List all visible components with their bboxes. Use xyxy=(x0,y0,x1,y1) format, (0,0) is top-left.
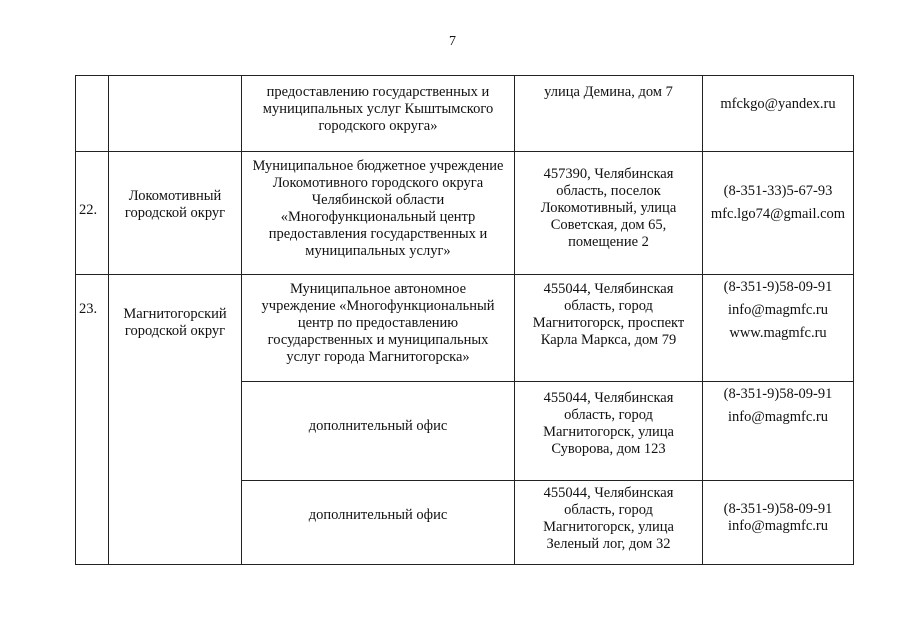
municipality-cell xyxy=(109,152,242,275)
address-line: область, город xyxy=(564,407,653,423)
org-line: дополнительный офис xyxy=(308,507,448,523)
email-text: info@magmfc.ru xyxy=(728,518,828,534)
contact-cell xyxy=(703,76,854,152)
org-line: услуг города Магнитогорска» xyxy=(286,349,470,365)
address-line: 455044, Челябинская xyxy=(543,485,674,501)
email-text: mfc.lgo74@gmail.com xyxy=(710,206,846,222)
email-text: info@magmfc.ru xyxy=(728,302,828,318)
org-line: Муниципальное бюджетное учреждение xyxy=(252,158,504,174)
org-line: Челябинской области xyxy=(311,192,445,208)
address-line: Суворова, дом 123 xyxy=(551,441,666,457)
address-line: Карла Маркса, дом 79 xyxy=(540,332,677,348)
municipality-line: городской округ xyxy=(124,323,226,339)
org-line: «Многофункциональный центр xyxy=(280,209,476,225)
org-line: дополнительный офис xyxy=(308,418,448,434)
address-line: 455044, Челябинская xyxy=(543,390,674,406)
address-line: область, город xyxy=(564,502,653,518)
org-line: муниципальных услуг Кыштымского xyxy=(262,101,494,117)
address-line: 457390, Челябинская xyxy=(543,166,674,182)
address-line: Магнитогорск, улица xyxy=(543,519,674,535)
page-number: 7 xyxy=(449,34,456,49)
organization-cell xyxy=(242,152,515,275)
municipality-cell xyxy=(109,76,242,152)
row-number-cell xyxy=(76,76,109,152)
mfc-table xyxy=(75,75,854,565)
address-line: Зеленый лог, дом 32 xyxy=(546,536,671,552)
org-line: муниципальных услуг» xyxy=(305,243,451,259)
email-text: mfckgo@yandex.ru xyxy=(720,96,836,112)
address-line: Локомотивный, улица xyxy=(540,200,677,216)
organization-cell xyxy=(242,76,515,152)
address-cell xyxy=(515,152,703,275)
row-number-cell xyxy=(76,152,109,275)
address-line: 455044, Челябинская xyxy=(543,281,674,297)
organization-cell xyxy=(242,382,515,481)
address-line: Магнитогорск, проспект xyxy=(532,315,685,331)
row-number: 23. xyxy=(79,301,98,317)
contact-cell xyxy=(703,481,854,565)
address-cell xyxy=(515,275,703,382)
website-text: www.magmfc.ru xyxy=(729,325,827,341)
table-row xyxy=(76,76,854,152)
address-line: Советская, дом 65, xyxy=(550,217,667,233)
email-text: info@magmfc.ru xyxy=(728,409,828,425)
phone-text: (8-351-9)58-09-91 xyxy=(723,279,833,295)
municipality-line: Локомотивный xyxy=(128,188,222,204)
org-line: государственных и муниципальных xyxy=(267,332,489,348)
address-line: область, поселок xyxy=(556,183,661,199)
phone-text: (8-351-33)5-67-93 xyxy=(723,183,833,199)
contact-cell xyxy=(703,152,854,275)
org-line: центр по предоставлению xyxy=(297,315,459,331)
municipality-cell xyxy=(109,275,242,565)
table-row xyxy=(76,275,854,382)
table-row xyxy=(76,152,854,275)
address-line: улица Демина, дом 7 xyxy=(544,84,673,100)
address-cell xyxy=(515,382,703,481)
row-number: 22. xyxy=(79,202,98,218)
organization-cell xyxy=(242,481,515,565)
phone-text: (8-351-9)58-09-91 xyxy=(723,386,833,402)
org-line: городского округа» xyxy=(318,118,438,134)
address-cell xyxy=(515,76,703,152)
organization-cell xyxy=(242,275,515,382)
contact-cell xyxy=(703,382,854,481)
municipality-line: городской округ xyxy=(124,205,226,221)
address-line: область, город xyxy=(564,298,653,314)
org-line: предоставлению государственных и xyxy=(266,84,490,100)
address-line: помещение 2 xyxy=(568,234,649,250)
contact-cell xyxy=(703,275,854,382)
org-line: учреждение «Многофункциональный xyxy=(261,298,495,314)
org-line: Локомотивного городского округа xyxy=(272,175,484,191)
org-line: предоставления государственных и xyxy=(268,226,488,242)
phone-text: (8-351-9)58-09-91 xyxy=(723,501,833,517)
address-cell xyxy=(515,481,703,565)
address-line: Магнитогорск, улица xyxy=(543,424,674,440)
municipality-line: Магнитогорский xyxy=(123,306,227,322)
row-number-cell xyxy=(76,275,109,565)
org-line: Муниципальное автономное xyxy=(289,281,467,297)
